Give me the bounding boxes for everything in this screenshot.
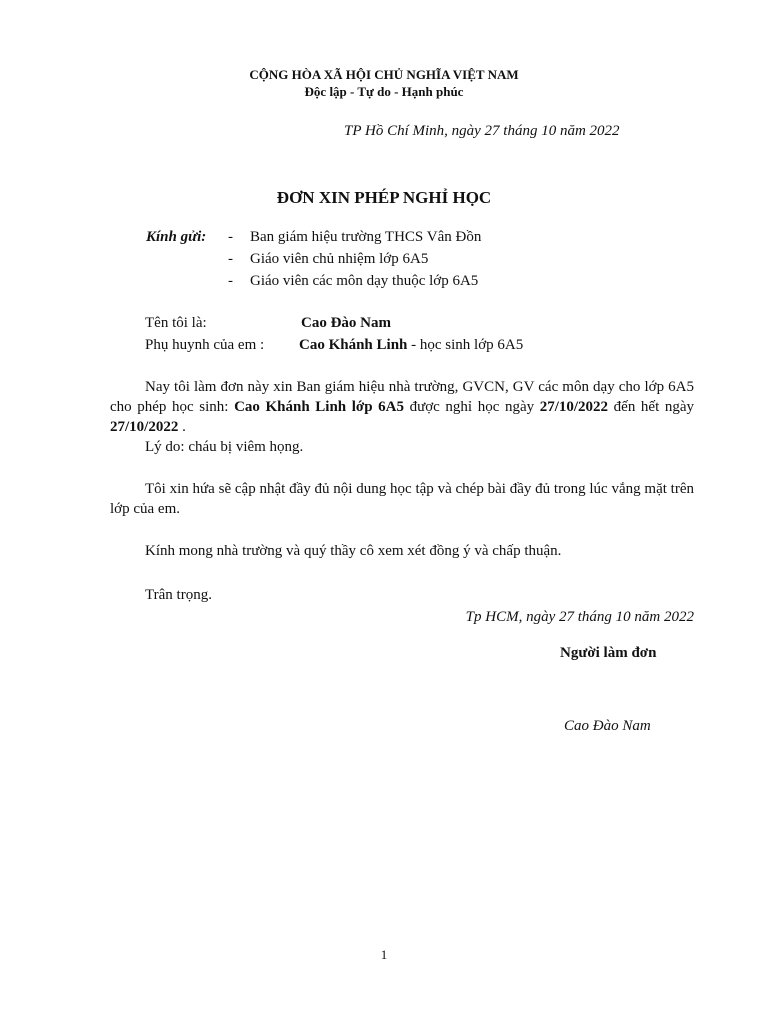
promise-text: Tôi xin hứa sẽ cập nhật đầy đủ nội dung học tập và chép bài đầy đủ trong lúc vắng mặt trên lớp của em. bbox=[110, 481, 694, 517]
student-line bbox=[299, 335, 523, 355]
parent-label: Phụ huynh của em : bbox=[145, 337, 265, 353]
request-approval: Kính mong nhà trường và quý thầy cô xem xét đồng ý và chấp thuận. bbox=[145, 543, 562, 559]
closing: Trân trọng. bbox=[145, 587, 212, 603]
motto: Độc lập - Tự do - Hạnh phúc bbox=[304, 84, 464, 99]
date-to: 27/10/2022 bbox=[110, 419, 179, 435]
name-label: Tên tôi là: bbox=[145, 315, 207, 331]
page-number: 1 bbox=[380, 947, 388, 962]
recipient-dash: - bbox=[228, 251, 233, 267]
signature-name: Cao Đào Nam bbox=[564, 718, 651, 734]
request-paragraph bbox=[110, 377, 694, 437]
document-title: ĐƠN XIN PHÉP NGHỈ HỌC bbox=[276, 188, 492, 207]
reason: Lý do: cháu bị viêm họng. bbox=[145, 439, 304, 455]
student-class: - học sinh lớp 6A5 bbox=[407, 337, 524, 353]
promise-paragraph bbox=[110, 479, 694, 519]
recipient-item: Giáo viên các môn dạy thuộc lớp 6A5 bbox=[250, 273, 479, 289]
signature-place-date: Tp HCM, ngày 27 tháng 10 năm 2022 bbox=[465, 609, 694, 625]
request-text: đến hết ngày bbox=[608, 399, 695, 415]
signature-role: Người làm đơn bbox=[560, 645, 657, 661]
sender-name: Cao Đào Nam bbox=[301, 315, 391, 331]
recipient-item: Ban giám hiệu trường THCS Vân Đồn bbox=[250, 229, 482, 245]
nation-header: CỘNG HÒA XÃ HỘI CHỦ NGHĨA VIỆT NAM bbox=[249, 67, 519, 82]
header-place-date: TP Hồ Chí Minh, ngày 27 tháng 10 năm 2022 bbox=[344, 123, 620, 139]
recipient-dash: - bbox=[228, 273, 233, 289]
date-from: 27/10/2022 bbox=[539, 399, 609, 415]
recipient-item: Giáo viên chủ nhiệm lớp 6A5 bbox=[250, 251, 429, 267]
recipient-dash: - bbox=[228, 229, 233, 245]
student-name: Cao Khánh Linh bbox=[299, 337, 408, 353]
request-text: . bbox=[178, 419, 186, 435]
recipients-label: Kính gửi: bbox=[146, 229, 207, 245]
request-student: Cao Khánh Linh lớp 6A5 bbox=[234, 399, 404, 415]
request-text: được nghỉ học ngày bbox=[404, 399, 540, 415]
request-text: Nay tôi làm đơn này xin Ban giám hiệu nhà trường, GVCN, GV các môn dạy cho lớp 6A5 cho phép học sinh: bbox=[110, 379, 694, 415]
